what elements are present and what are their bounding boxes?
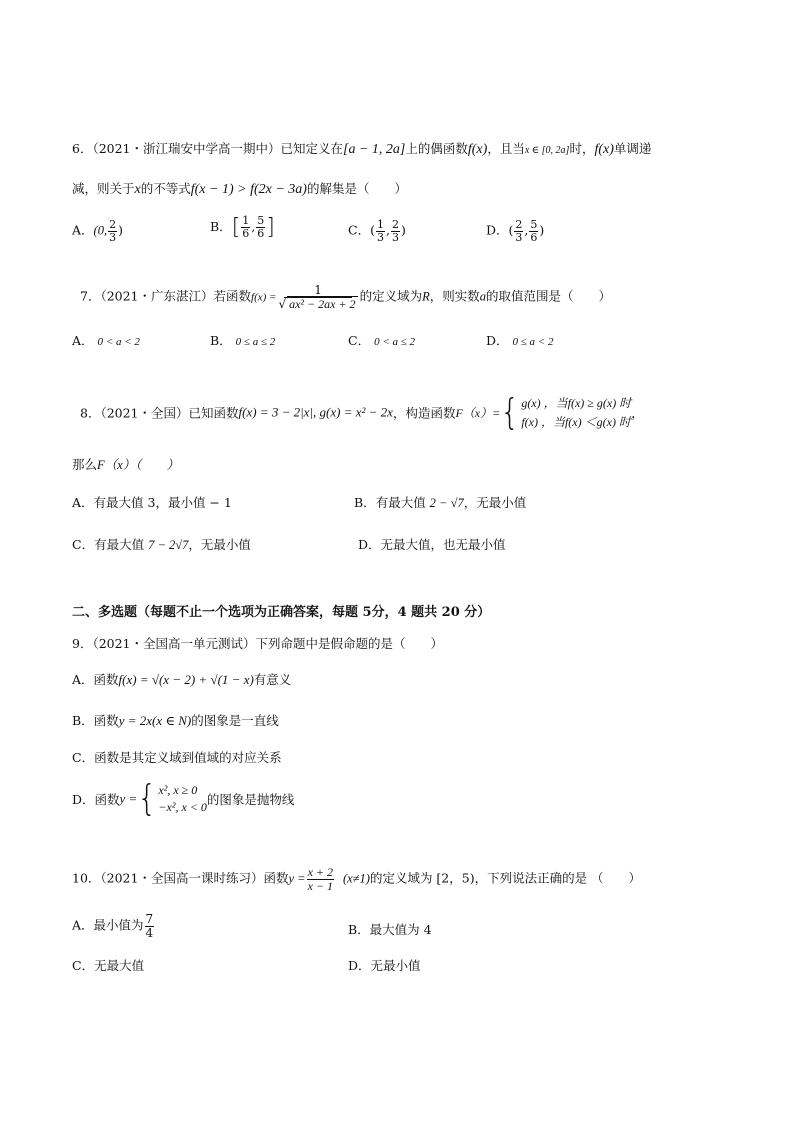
- option-label: A．: [72, 222, 94, 238]
- q9-cases: [158, 782, 206, 816]
- q7-stem: [80, 284, 611, 310]
- q9-option-d[interactable]: [72, 777, 295, 820]
- q10-option-a[interactable]: [72, 913, 155, 939]
- q8-line2: [72, 455, 179, 473]
- q6-stem-part: 的不等式: [140, 181, 191, 196]
- option-label: B．: [354, 495, 376, 510]
- q7-fx: f(x) =: [251, 291, 277, 304]
- q6-interval: [a − 1, 2a]: [343, 142, 406, 157]
- q6-fx2: f(x): [594, 142, 614, 157]
- q7-R: R: [422, 289, 430, 304]
- option-text: ，无最小值: [463, 495, 527, 510]
- fraction: [241, 215, 250, 239]
- q6-stem-part: 的解集是（ ）: [306, 181, 407, 196]
- q8-stem: [80, 390, 644, 433]
- denominator: 6: [530, 230, 538, 244]
- q6-option-d[interactable]: D．( $\frac{2}{3}$ , $\frac{5}{6}$ ): [486, 218, 545, 244]
- q6-x: x: [134, 182, 141, 197]
- denominator: 3: [515, 230, 523, 244]
- q10-cond: (x≠1): [342, 871, 370, 886]
- fraction: [391, 219, 400, 243]
- option-text: A．最小值为: [72, 917, 144, 933]
- option-text: C．函数是其定义域到值域的对应关系: [72, 750, 282, 765]
- q7-option-b[interactable]: [210, 331, 275, 349]
- option-text: B．最大值为 4: [348, 922, 432, 937]
- q8-option-b[interactable]: [354, 493, 526, 511]
- denominator: 3: [109, 230, 117, 244]
- option-text: ，无最小值: [188, 537, 251, 552]
- radicand: ax² − 2ax + 2: [289, 296, 356, 311]
- numerator: 2: [109, 218, 117, 231]
- fraction: [108, 219, 117, 243]
- left-brace-icon: {: [500, 390, 520, 433]
- case-1: x², x ≥ 0: [158, 783, 198, 797]
- option-text: 有最大值: [375, 495, 430, 510]
- numerator: 2: [515, 218, 523, 231]
- q9-option-a[interactable]: [72, 670, 291, 688]
- q7-stem-part: 的定义域为: [359, 288, 423, 304]
- q6-stem-part: ，且当: [487, 141, 525, 156]
- fraction: [376, 219, 385, 243]
- denominator: 4: [145, 925, 154, 940]
- q8-F: F（x）（ ）: [97, 458, 179, 472]
- option-label: C．: [348, 333, 371, 348]
- numerator: 5: [257, 214, 265, 228]
- fraction: [256, 215, 265, 239]
- option-expr: 0 < a < 2: [97, 336, 140, 348]
- option-label: D．: [486, 222, 509, 238]
- q10-stem: [72, 866, 641, 892]
- numerator: 1: [284, 284, 352, 298]
- q8-option-a[interactable]: [72, 493, 232, 511]
- q6-option-c[interactable]: C．( $\frac{1}{3}$ , $\frac{2}{3}$ ): [348, 218, 406, 244]
- option-label: A．: [72, 495, 94, 510]
- option-label: D．: [486, 333, 509, 348]
- option-expr: 0 < a ≤ 2: [374, 336, 416, 348]
- q6-line1: [72, 139, 651, 158]
- q8-functions: f(x) = 3 − 2|x|, g(x) = x² − 2x: [238, 404, 393, 420]
- numerator: 1: [376, 218, 384, 231]
- option-bracket: ): [118, 222, 123, 238]
- numerator: x + 2: [307, 865, 334, 879]
- option-label: A．: [72, 333, 94, 348]
- q7-stem-part: 的取值范围是（ ）: [485, 288, 611, 304]
- option-expr: 0 ≤ a < 2: [512, 336, 554, 348]
- option-label: B．: [210, 333, 232, 348]
- fraction: [514, 219, 523, 243]
- option-text: 的图象是抛物线: [206, 791, 295, 807]
- option-text: 无最大值，也无最小值: [380, 537, 506, 552]
- q10-y: y =: [288, 871, 306, 886]
- q8-stem-part: 那么: [72, 457, 98, 472]
- q10-option-c[interactable]: [72, 956, 144, 974]
- q6-stem-part: 单调递: [613, 141, 652, 156]
- option-text: 的图象是一直线: [191, 713, 279, 728]
- q6-option-b[interactable]: B．[ $\frac{1}{6}$ , $\frac{5}{6}$ ]: [210, 214, 275, 240]
- q10-stem-part: 10．（2021・全国高一课时练习）函数: [72, 870, 289, 886]
- option-text: C．无最大值: [72, 958, 145, 973]
- q8-cases: [521, 394, 631, 431]
- numerator: 7: [145, 912, 154, 926]
- denominator: 6: [257, 227, 265, 240]
- option-expr: 7 − 2√7: [148, 538, 189, 552]
- q7-a: a: [479, 289, 486, 304]
- q7-option-c[interactable]: [348, 331, 415, 349]
- denominator: x − 1: [307, 878, 334, 893]
- q9-option-c[interactable]: [72, 748, 282, 766]
- q10-stem-part: 的定义域为 [2，5)，下列说法正确的是 （ ）: [369, 870, 642, 886]
- q7-option-d[interactable]: [486, 331, 553, 349]
- q6-stem-part: 上的偶函数: [405, 141, 468, 156]
- denominator: 3: [391, 230, 399, 244]
- option-text: D．无最小值: [348, 958, 421, 973]
- q6-stem-part: 6．（2021・浙江瑞安中学高一期中）已知定义在: [72, 141, 344, 156]
- case-1: g(x) ，当f(x) ≥ g(x) 时: [521, 396, 632, 410]
- option-bracket: ): [400, 222, 406, 238]
- q8-option-d[interactable]: [358, 535, 506, 553]
- q9-option-b[interactable]: [72, 711, 279, 729]
- q7-fraction: [277, 284, 358, 310]
- left-bracket: [: [231, 215, 241, 240]
- option-text: D．函数: [72, 791, 120, 807]
- q6-stem-part: 减，则关于: [72, 181, 135, 196]
- option-label: D．: [358, 537, 381, 552]
- q6-line2: [72, 179, 407, 198]
- q10-fraction: [307, 866, 334, 892]
- sqrt-icon: √: [278, 296, 287, 311]
- option-bracket: (0,: [93, 223, 108, 238]
- q8-stem-part: 8．（2021・全国）已知函数: [80, 405, 239, 421]
- q6-fx: f(x): [467, 142, 488, 157]
- option-label: C．: [72, 537, 95, 552]
- q7-stem-part: 7．（2021・广东湛江）若函数: [80, 288, 252, 304]
- q9-stem: 9．（2021・全国高一单元测试）下列命题中是假命题的是（ ）: [72, 636, 444, 651]
- fraction: [529, 219, 538, 243]
- option-text: B．函数: [72, 713, 119, 728]
- right-bracket: ]: [266, 215, 275, 240]
- case-2: −x², x < 0: [158, 799, 207, 814]
- numerator: 2: [391, 218, 399, 231]
- q8-option-c[interactable]: [72, 535, 251, 553]
- q6-inequality: f(x − 1) > f(2x − 3a): [190, 182, 307, 197]
- fraction: [145, 913, 155, 939]
- case-2: f(x) ，当f(x) ＜g(x) 时: [521, 414, 631, 429]
- denominator: [277, 298, 358, 311]
- option-text: 有意义: [253, 672, 292, 687]
- option-expr: y = 2x(x ∈ N): [118, 713, 192, 728]
- option-label: C．: [348, 222, 371, 238]
- numerator: 1: [242, 214, 250, 228]
- q8-stem-part: ，: [631, 405, 644, 421]
- option-expr: y =: [119, 790, 138, 806]
- option-text: A．函数: [72, 672, 119, 687]
- section-heading: 二、多选题（每题不止一个选项为正确答案，每题 5分，4 题共 20 分）: [72, 605, 491, 620]
- q6-cond: x ∈ [0, 2a]: [524, 145, 570, 156]
- option-expr: 2 − √7: [429, 496, 464, 510]
- numerator: 5: [530, 218, 538, 231]
- q7-stem-part: ，则实数: [429, 288, 480, 304]
- option-expr: 0 ≤ a ≤ 2: [235, 336, 276, 348]
- q8-stem-part: ，构造函数: [392, 405, 456, 421]
- q10-option-d[interactable]: [348, 956, 421, 974]
- option-bracket: (: [370, 222, 375, 238]
- option-text: 有最大值: [94, 537, 149, 552]
- denominator: 3: [376, 230, 384, 244]
- q10-option-b[interactable]: [348, 920, 432, 938]
- option-label: B．: [210, 219, 232, 234]
- q8-F: F（x）=: [455, 406, 501, 421]
- option-text: 有最大值 3，最小值 − 1: [93, 495, 232, 510]
- q6-option-a[interactable]: [72, 219, 123, 243]
- option-expr: f(x) = √(x − 2) + √(1 − x): [118, 672, 254, 687]
- q7-option-a[interactable]: [72, 331, 140, 349]
- left-brace-icon: {: [137, 777, 157, 820]
- q6-stem-part: 时，: [569, 141, 595, 156]
- option-bracket: (: [508, 222, 514, 238]
- option-bracket: ): [539, 222, 545, 238]
- denominator: 6: [242, 227, 250, 240]
